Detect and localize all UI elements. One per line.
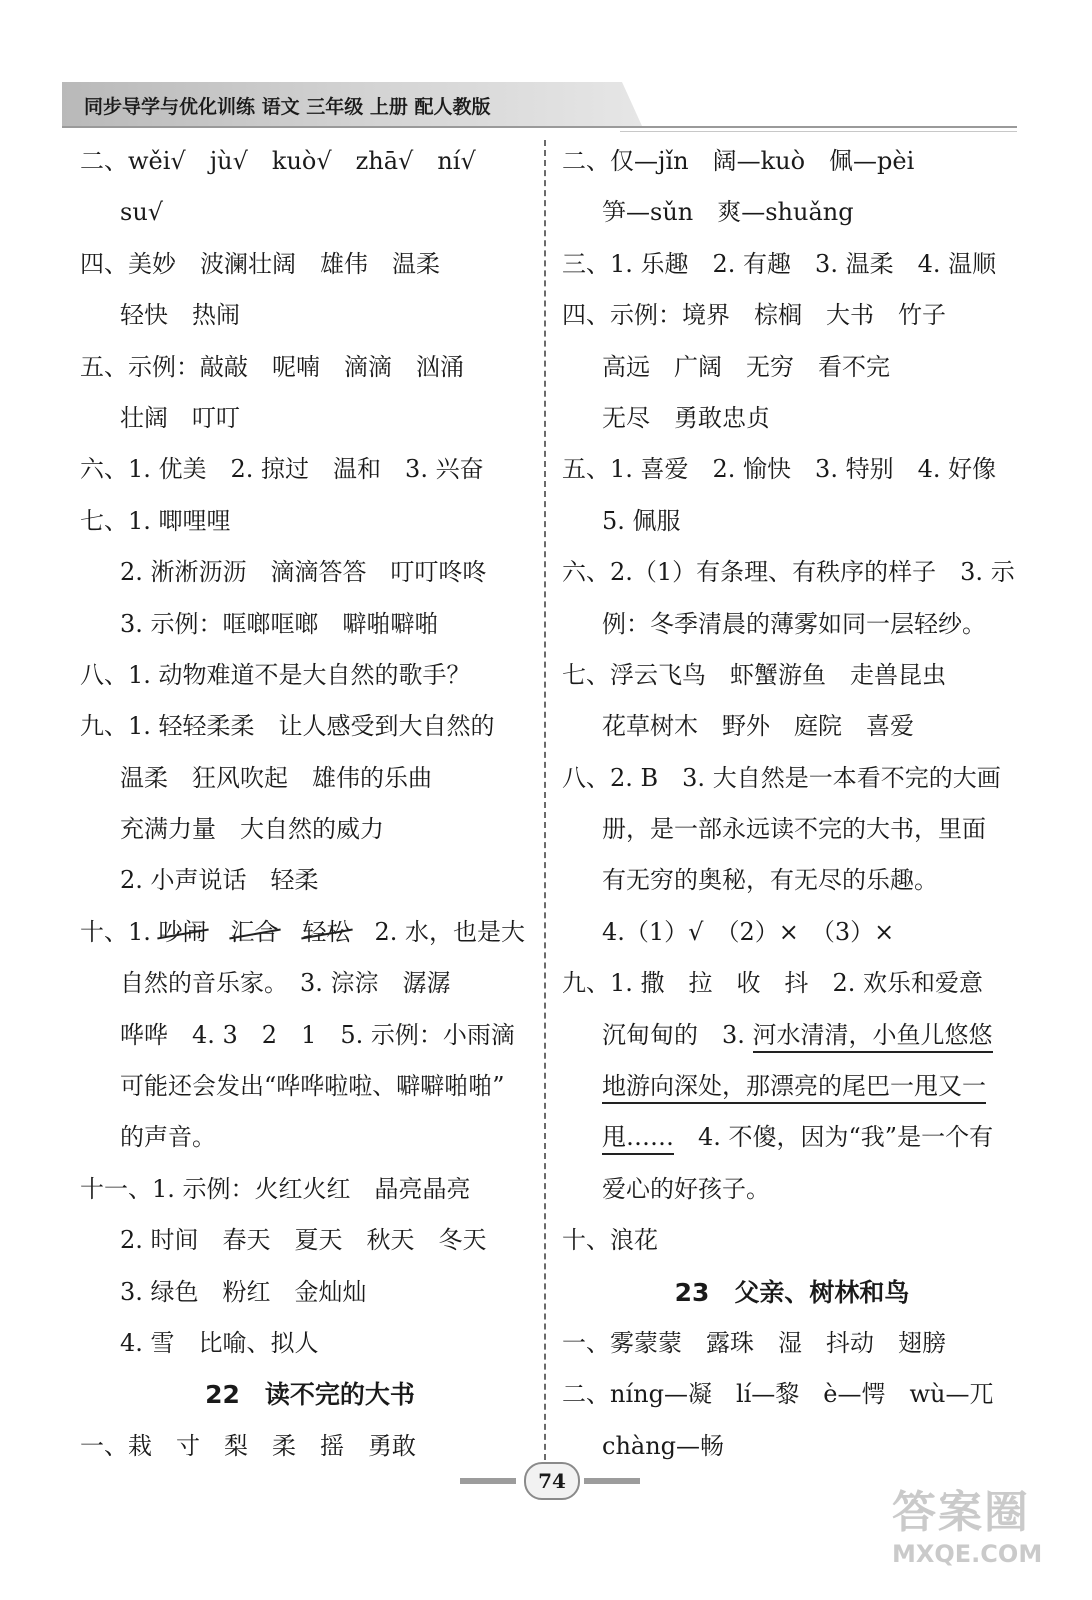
answer-line: 九、1. 轻轻柔柔 让人感受到大自然的 — [80, 712, 495, 741]
watermark-url: MXQE.COM — [892, 1540, 1043, 1568]
answer-line: 充满力量 大自然的威力 — [120, 815, 384, 844]
answer-line: 十一、1. 示例：火红火红 晶亮晶亮 — [80, 1174, 471, 1203]
underlined-text: 地游向深处，那漂亮的尾巴一甩又一 — [602, 1072, 986, 1104]
answer-line: su√ — [120, 198, 164, 227]
answer-line: 四、示例：境界 棕榈 大书 竹子 — [562, 301, 946, 330]
answer-line-underlined: 甩…… 4. 不傻，因为“我”是一个有 — [562, 1112, 1022, 1163]
answer-line: 一、雾蒙蒙 露珠 湿 抖动 翅膀 — [562, 1328, 946, 1357]
section-title: 22 读不完的大书 — [205, 1380, 415, 1410]
answer-line: 2. 时间 春天 夏天 秋天 冬天 — [120, 1226, 487, 1255]
header-rule-thin — [620, 131, 1017, 132]
answer-line: 4. 雪 比喻、拟人 — [120, 1328, 319, 1357]
answer-line: 3. 绿色 粉红 金灿灿 — [120, 1277, 367, 1306]
header-rule — [62, 126, 1017, 128]
section-title: 23 父亲、树林和鸟 — [674, 1277, 910, 1307]
answer-line: 五、示例：敲敲 呢喃 滴滴 汹涌 — [80, 352, 464, 381]
page-number: 74 — [524, 1462, 580, 1500]
watermark-logo — [892, 1488, 1072, 1592]
answer-line: 十、浪花 — [562, 1226, 658, 1255]
answer-line: 二、wěi√ jù√ kuò√ zhā√ ní√ — [80, 147, 476, 175]
answer-line: 七、浮云飞鸟 虾蟹游鱼 走兽昆虫 — [562, 660, 946, 689]
answer-line: 的声音。 — [120, 1123, 216, 1152]
answer-line: 笋—sǔn 爽—shuǎng — [602, 198, 854, 227]
answer-line: 5. 佩服 — [602, 506, 681, 535]
answer-line: 四、美妙 波澜壮阔 雄伟 温柔 — [80, 249, 440, 278]
answer-line: 3. 示例：哐啷哐啷 噼啪噼啪 — [120, 609, 439, 638]
struck-word: 轻松 — [303, 907, 351, 958]
answer-line-underlined: 沉甸甸的 3. 河水清清，小鱼儿悠悠 — [562, 1010, 1022, 1061]
answer-line: 有无穷的奥秘，有无尽的乐趣。 — [602, 866, 938, 895]
answer-line: 三、1. 乐趣 2. 有趣 3. 温柔 4. 温顺 — [562, 249, 997, 278]
answer-line: 4.（1）√ （2）× （3）× — [602, 917, 895, 946]
answer-line: 六、1. 优美 2. 掠过 温和 3. 兴奋 — [80, 455, 484, 484]
answer-line: 哗哗 4. 3 2 1 5. 示例：小雨滴 — [120, 1020, 515, 1049]
answer-line: 八、1. 动物难道不是大自然的歌手？ — [80, 660, 471, 689]
answer-line-ten: 十、1. 吵闹 汇合 轻松 2. 水，也是大 — [80, 907, 540, 958]
answer-line: 二、níng—凝 lí—黎 è—愕 wù—兀 — [562, 1380, 994, 1409]
footer-ornament-left — [460, 1478, 516, 1484]
answer-line: 六、2.（1）有条理、有秩序的样子 3. 示 — [562, 558, 1015, 587]
header-title: 同步导学与优化训练 语文 三年级 上册 配人教版 — [84, 96, 491, 118]
answer-line: 花草树木 野外 庭院 喜爱 — [602, 712, 914, 741]
answer-line: 高远 广阔 无穷 看不完 — [602, 352, 890, 381]
page-number-badge — [460, 1462, 640, 1498]
answer-line: 册，是一部永远读不完的大书，里面 — [602, 815, 986, 844]
answer-line: 一、栽 寸 梨 柔 摇 勇敢 — [80, 1431, 416, 1460]
answer-line: 例：冬季清晨的薄雾如同一层轻纱。 — [602, 609, 986, 638]
answer-line-underlined — [562, 1061, 1022, 1112]
answer-line: 七、1. 唧哩哩 — [80, 506, 231, 535]
answer-line: 轻快 热闹 — [120, 301, 240, 330]
answer-line: 无尽 勇敢忠贞 — [602, 403, 770, 432]
answer-line: 壮阔 叮叮 — [120, 403, 240, 432]
answer-line: 自然的音乐家。 3. 淙淙 潺潺 — [120, 969, 451, 998]
column-divider — [544, 140, 550, 1480]
answer-line: 二、仅—jǐn 阔—kuò 佩—pèi — [562, 147, 915, 175]
watermark-logo-text: 答案圈 — [892, 1487, 1030, 1538]
answer-line: 八、2. B 3. 大自然是一本看不完的大画 — [562, 763, 1001, 792]
struck-word: 汇合 — [231, 907, 279, 958]
answer-line: 九、1. 撒 拉 收 抖 2. 欢乐和爱意 — [562, 969, 984, 998]
underlined-text: 河水清清，小鱼儿悠悠 — [753, 1021, 993, 1053]
underlined-text: 甩…… — [602, 1123, 674, 1155]
right-column — [562, 136, 1022, 1472]
answer-line: 可能还会发出“哗哗啦啦、噼噼啪啪” — [120, 1072, 505, 1101]
answer-line: chàng—畅 — [602, 1431, 725, 1460]
answer-line: 温柔 狂风吹起 雄伟的乐曲 — [120, 763, 432, 792]
answer-line: 五、1. 喜爱 2. 愉快 3. 特别 4. 好像 — [562, 455, 997, 484]
answer-line: 2. 淅淅沥沥 滴滴答答 叮叮咚咚 — [120, 558, 487, 587]
answer-line: 爱心的好孩子。 — [602, 1174, 770, 1203]
answer-line: 2. 小声说话 轻柔 — [120, 866, 319, 895]
struck-word: 吵闹 — [159, 907, 207, 958]
footer-ornament-right — [584, 1478, 640, 1484]
left-column — [80, 136, 540, 1472]
